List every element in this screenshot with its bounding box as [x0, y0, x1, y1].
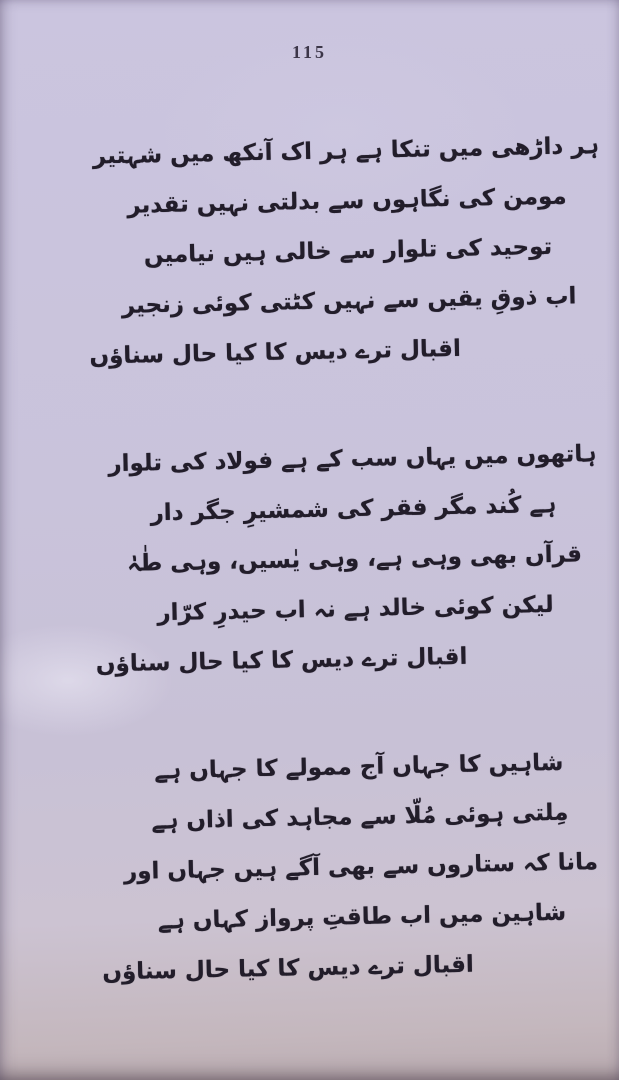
verse-line: مومن کی نگاہوں سے بدلتی نہیں تقدیر: [127, 183, 567, 219]
refrain-line: اقبال ترے دیس کا کیا حال سناؤں: [89, 335, 462, 370]
stanza-3: [4, 736, 619, 999]
page-number: 115: [291, 42, 327, 62]
stanza-2: [0, 429, 619, 692]
verse-line: مانا کہ ستاروں سے بھی آگے ہیں جہاں اور: [123, 849, 599, 885]
verse-line: قرآں بھی وہی ہے، وہی یٰسیں، وہی طٰہٰ: [126, 541, 583, 577]
verse-line: ہے کُند مگر فقر کی شمشیرِ جگر دار: [150, 491, 557, 527]
verse-line: توحید کی تلوار سے خالی ہیں نیامیں: [143, 233, 553, 269]
verse-line: ہاتھوں میں یہاں سب کے ہے فولاد کی تلوار: [108, 440, 597, 478]
verse-line: شاہیں کا جہاں آج ممولے کا جہاں ہے: [154, 749, 564, 785]
verse-line: اب ذوقِ یقیں سے نہیں کٹتی کوئی زنجیر: [121, 283, 577, 319]
verse-line: ہر داڑھی میں تنکا ہے ہر اک آنکھ میں شہتیر: [92, 132, 600, 170]
poem: [0, 121, 619, 1000]
verse-line: مِلتی ہوئی مُلّا سے مجاہد کی اذاں ہے: [151, 799, 569, 835]
verse-line: لیکن کوئی خالد ہے نہ اب حیدرِ کرّار: [157, 591, 554, 627]
refrain-line: اقبال ترے دیس کا کیا حال سناؤں: [102, 951, 475, 986]
refrain-line: اقبال ترے دیس کا کیا حال سناؤں: [95, 643, 468, 678]
stanza-1: [0, 121, 615, 384]
verse-line: شاہین میں اب طاقتِ پرواز کہاں ہے: [157, 899, 567, 935]
